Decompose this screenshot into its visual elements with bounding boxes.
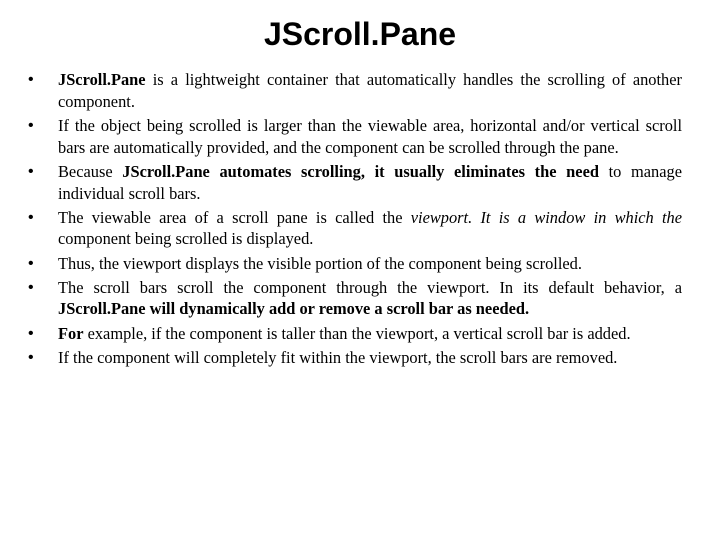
bullet-dot-icon: • bbox=[28, 254, 34, 272]
bullet-text-segment: JScroll.Pane automates scrolling, it usually eliminates the need bbox=[122, 161, 599, 181]
bullet-text-segment: viewport. It is a window in which the bbox=[410, 207, 682, 227]
bullet-dot-icon: • bbox=[28, 324, 34, 342]
bullet-text-segment: JScroll.Pane will dynamically add or remove a scroll bar as needed. bbox=[58, 299, 530, 319]
bullet-dot-icon: • bbox=[28, 162, 34, 180]
bullet-text-segment: component being scrolled is displayed. bbox=[58, 229, 314, 249]
bullet-text-segment: to manage individual scroll bars. bbox=[58, 161, 682, 203]
bullet-text-segment: is a lightweight container that automatically handles the scrolling of another component. bbox=[58, 70, 682, 111]
bullet-item bbox=[28, 253, 682, 275]
slide-title: JScroll.Pane bbox=[263, 16, 457, 52]
bullet-text-segment: If the component will completely fit within the viewport, the scroll bars are removed. bbox=[58, 347, 618, 367]
bullet-text-segment: If the object being scrolled is larger than the viewable area, horizontal and/or vertical scroll bars are automatically provided, and the component can be scrolled through the pane. bbox=[58, 115, 682, 157]
bullet-list bbox=[28, 69, 682, 371]
bullet-dot-icon: • bbox=[28, 208, 34, 226]
bullet-text-segment: example, if the component is taller than the viewport, a vertical scroll bar is added. bbox=[83, 323, 631, 343]
bullet-text-segment: Because bbox=[58, 161, 123, 181]
bullet-text-segment: For bbox=[58, 323, 84, 343]
bullet-dot-icon: • bbox=[28, 348, 34, 366]
bullet-item bbox=[28, 69, 682, 113]
bullet-item bbox=[28, 207, 682, 251]
bullet-item bbox=[28, 323, 682, 345]
bullet-text-segment: The viewable area of a scroll pane is called the bbox=[58, 207, 411, 227]
bullet-item bbox=[28, 347, 682, 369]
bullet-item bbox=[28, 161, 682, 205]
bullet-dot-icon: • bbox=[28, 278, 34, 296]
bullet-text-segment: The scroll bars scroll the component through the viewport. In its default behavior, a bbox=[58, 277, 682, 297]
bullet-dot-icon: • bbox=[28, 71, 34, 88]
bullet-text-segment: Thus, the viewport displays the visible portion of the component being scrolled. bbox=[58, 253, 582, 273]
bullet-text-segment: JScroll.Pane bbox=[58, 70, 146, 89]
bullet-item bbox=[28, 115, 682, 159]
bullet-dot-icon: • bbox=[28, 116, 34, 134]
bullet-item bbox=[28, 277, 682, 321]
